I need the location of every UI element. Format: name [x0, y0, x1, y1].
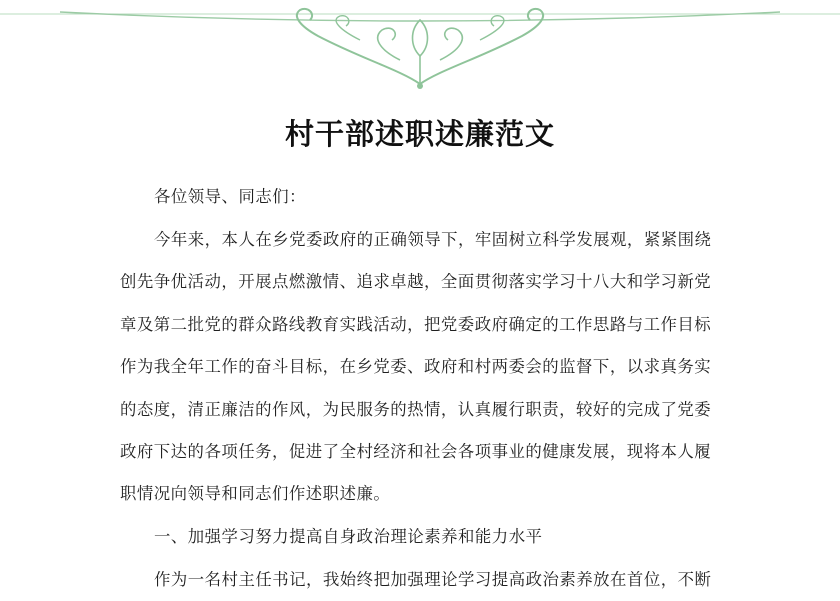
body-line: 今年来，本人在乡党委政府的正确领导下，牢固树立科学发展观，紧紧围绕 — [154, 230, 712, 249]
body-line: 创先争优活动，开展点燃激情、追求卓越，全面贯彻落实学习十八大和学习新党 — [120, 272, 712, 292]
section-heading: 一、加强学习努力提高自身政治理论素养和能力水平 — [154, 527, 543, 546]
body-line: 章及第二批党的群众路线教育实践活动，把党委政府确定的工作思路与工作目标 — [120, 314, 712, 334]
body-line: 的态度，清正廉洁的作风，为民服务的热情，认真履行职责，较好的完成了党委 — [120, 399, 712, 419]
body-line: 职情况向领导和同志们作述职述廉。 — [120, 484, 391, 504]
body-paragraph — [120, 219, 720, 516]
salutation: 各位领导、同志们： — [154, 187, 307, 206]
body-line: 政府下达的各项任务，促进了全村经济和社会各项事业的健康发展，现将本人履 — [120, 442, 712, 462]
decorative-header-ornament — [0, 0, 840, 92]
document-title: 村干部述职述廉范文 — [284, 117, 555, 151]
partial-body-line: 作为一名村主任书记，我始终把加强理论学习提高政治素养放在首位，不断 — [154, 570, 712, 589]
body-line: 作为我全年工作的奋斗目标，在乡党委、政府和村两委会的监督下，以求真务实 — [120, 357, 712, 377]
